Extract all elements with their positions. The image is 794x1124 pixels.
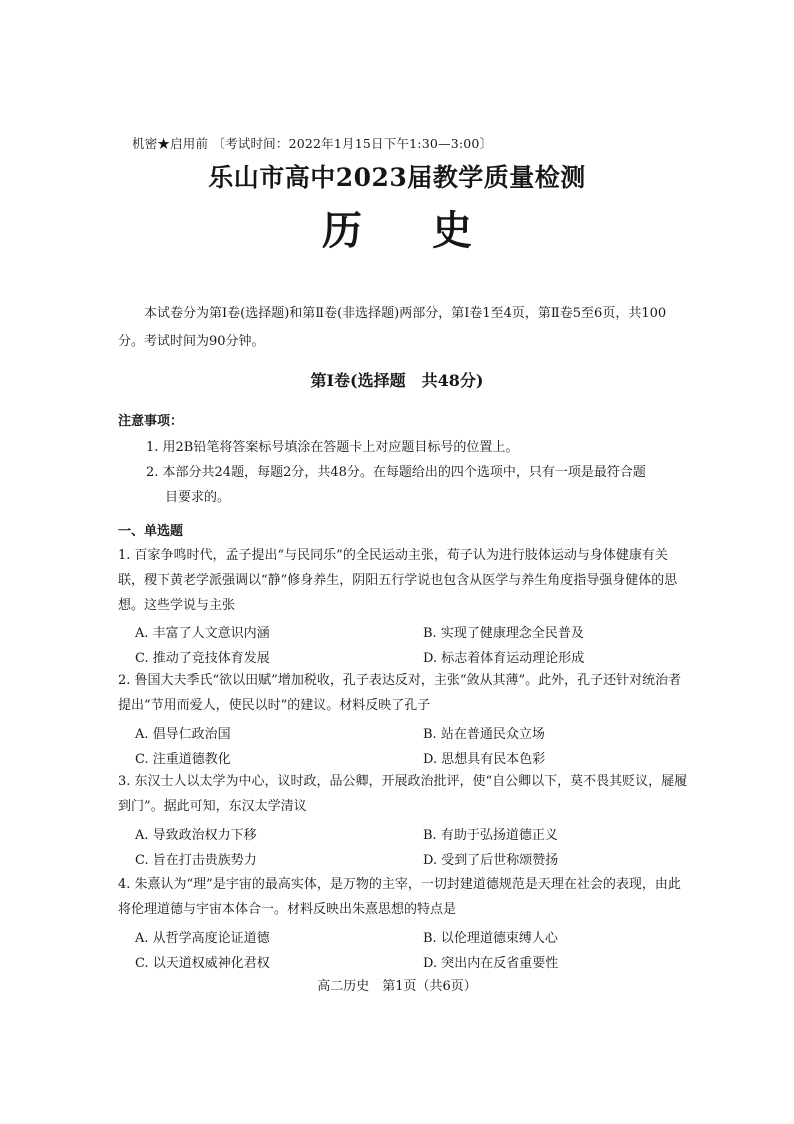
question-1-option-a: A. 丰富了人文意识内涵 xyxy=(135,626,270,641)
question-3-option-b: B. 有助于弘扬道德正义 xyxy=(423,828,558,843)
question-1-option-b: B. 实现了健康理念全民普及 xyxy=(423,626,584,641)
question-4-stem: 4. 朱熹认为“理”是宇宙的最高实体，是万物的主宰，一切封建道德规范是天理在社会的表现，由此将伦理道德与宇宙本体合一。材料反映出朱熹思想的特点是 xyxy=(118,877,681,917)
question-1-option-d: D. 标志着体育运动理论形成 xyxy=(423,651,585,666)
subject-title xyxy=(0,199,794,256)
question-3-option-c: C. 旨在打击贵族势力 xyxy=(135,853,257,868)
question-2-option-a: A. 倡导仁政治国 xyxy=(135,727,231,742)
question-3-stem: 3. 东汉士人以太学为中心，议时政，品公卿，开展政治批评，使“自公卿以下，莫不畏其贬议，屣履到门”。据此可知，东汉太学清议 xyxy=(118,774,688,814)
question-2-option-d: D. 思想具有民本色彩 xyxy=(423,752,546,767)
question-3-option-d: D. 受到了后世称颂赞扬 xyxy=(423,853,559,868)
question-2-option-b: B. 站在普通民众立场 xyxy=(423,727,545,742)
section-title: 第Ⅰ卷(选择题 共48分) xyxy=(310,371,484,390)
notice-heading: 注意事项： xyxy=(118,414,184,429)
question-4-option-d: D. 突出内在反省重要性 xyxy=(423,956,559,971)
notice-item-2: 2. 本部分共24题，每题2分，共48分。在每题给出的四个选项中，只有一项是最符合题 xyxy=(146,465,646,480)
exam-title: 乐山市高中2023届教学质量检测 xyxy=(208,163,586,192)
confidential-header: 机密★启用前 〔考试时间：2022年1月15日下午1:30—3:00〕 xyxy=(132,136,493,151)
question-1-stem: 1. 百家争鸣时代，孟子提出“与民同乐”的全民运动主张，荀子认为进行肢体运动与身体健康有关联，稷下黄老学派强调以“静”修身养生，阴阳五行学说也包含从医学与养生角度指导强身健体的思想。这些学说与主张 xyxy=(118,548,678,613)
notice-item-1: 1. 用2B铅笔将答案标号填涂在答题卡上对应题目标号的位置上。 xyxy=(146,440,519,455)
notice-item-2-continued: 目要求的。 xyxy=(165,490,231,505)
question-3-option-a: A. 导致政治权力下移 xyxy=(135,828,257,843)
subject-char-1: 历 xyxy=(322,207,362,254)
question-4-option-b: B. 以伦理道德束缚人心 xyxy=(423,931,558,946)
question-1-option-c: C. 推动了竞技体育发展 xyxy=(135,651,270,666)
question-type-heading: 一、单选题 xyxy=(118,524,184,539)
question-2-stem: 2. 鲁国大夫季氏“欲以田赋”增加税收，孔子表达反对，主张“敛从其薄”。此外，孔子还针对统治者提出“节用而爱人，使民以时”的建议。材料反映了孔子 xyxy=(118,673,682,713)
question-4-option-c: C. 以天道权威神化君权 xyxy=(135,956,270,971)
question-4-option-a: A. 从哲学高度论证道德 xyxy=(135,931,270,946)
page-footer: 高二历史 第1页（共6页） xyxy=(317,979,477,994)
intro-paragraph: 本试卷分为第Ⅰ卷(选择题)和第Ⅱ卷(非选择题)两部分，第Ⅰ卷1至4页，第Ⅱ卷5至6页，共100分。考试时间为90分钟。 xyxy=(118,306,667,349)
question-2-option-c: C. 注重道德教化 xyxy=(135,752,231,767)
subject-char-2: 史 xyxy=(432,207,472,254)
